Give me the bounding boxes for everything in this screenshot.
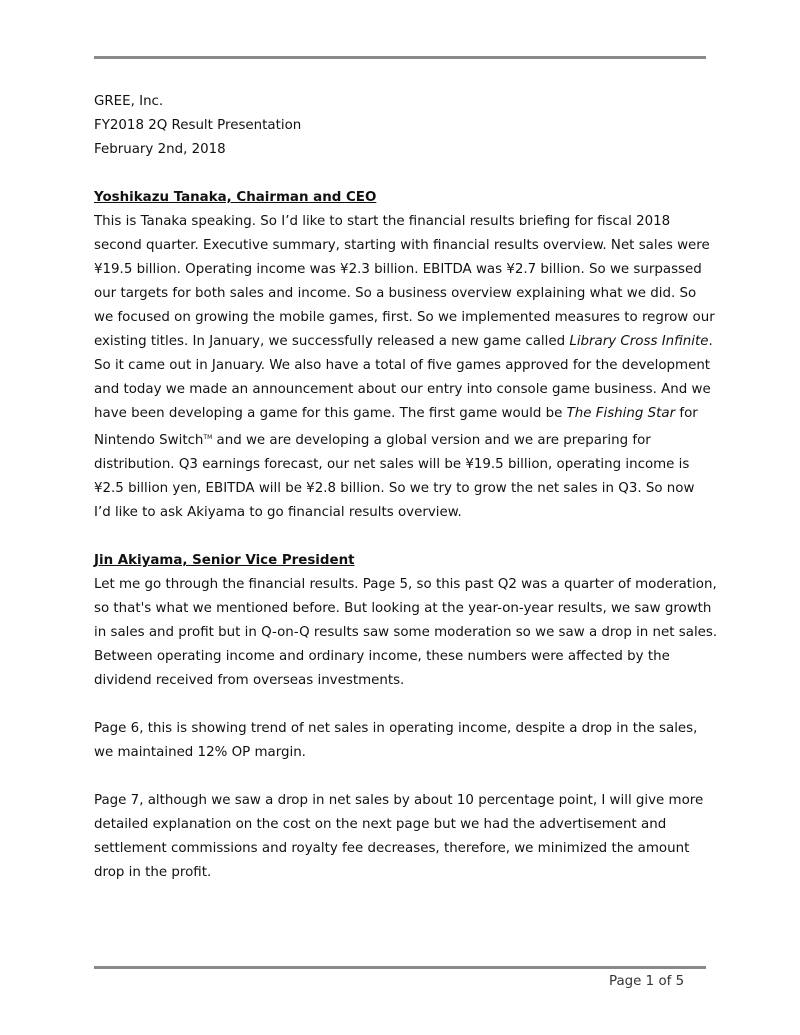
page-number: Page 1 of 5 [609, 974, 685, 989]
header-rule [94, 56, 706, 59]
game-title-fishing-star: The Fishing Star [566, 406, 676, 421]
speaker-heading-akiyama: Jin Akiyama, Senior Vice President [94, 553, 355, 568]
trademark-mark: TM [203, 434, 213, 441]
event-title: FY2018 2Q Result Presentation [94, 118, 302, 133]
akiyama-paragraph-2: Page 6, this is showing trend of net sales in operating income, despite a drop in the sales, we maintained 12% OP margin. [94, 721, 698, 760]
event-date: February 2nd, 2018 [94, 142, 226, 157]
document-body [94, 90, 724, 885]
game-title-library-cross-infinite: Library Cross Infinite [569, 334, 709, 349]
speaker-heading-tanaka: Yoshikazu Tanaka, Chairman and CEO [94, 190, 377, 205]
footer-rule [94, 966, 706, 969]
company-name: GREE, Inc. [94, 94, 164, 109]
akiyama-paragraph-1: Let me go through the financial results. Page 5, so this past Q2 was a quarter of moderation, so that's what we mentioned before. But looking at the year-on-year results, we saw growth in sales and profit but in Q-on-Q results saw some moderation so we saw a drop in net sales. Between operating income and ordinary income, these numbers were affected by the dividend received from overseas investments. [94, 577, 718, 688]
akiyama-paragraph-3: Page 7, although we saw a drop in net sales by about 10 percentage point, I will give more detailed explanation on the cost on the next page but we had the advertisement and settlement commissions and royalty fee decreases, therefore, we minimized the amount drop in the profit. [94, 793, 704, 880]
tanaka-remarks: This is Tanaka speaking. So I’d like to start the financial results briefing for fiscal 2018 second quarter. Executive summary, starting with financial results overview. Net sales were ¥19.5 billion. Operating income was ¥2.3 billion. EBITDA was ¥2.7 billion. So we surpassed our targets for both sales and income. So a business overview explaining what we did. So we focused on growing the mobile games, first. So we implemented measures to regrow our existing titles. In January, we successfully released a new game called Library Cross Infinite. So it came out in January. We also have a total of five games approved for the development and today we made an announcement about our entry into console game business. And we have been developing a game for this game. The first game would be The Fishing Star for Nintendo Switch™ and we are developing a global version and we are preparing for distribution. Q3 earnings forecast, our net sales will be ¥19.5 billion, operating income is ¥2.5 billion yen, EBITDA will be ¥2.8 billion. So we try to grow the net sales in Q3. So now I’d like to ask Akiyama to go financial results overview. [94, 214, 715, 520]
